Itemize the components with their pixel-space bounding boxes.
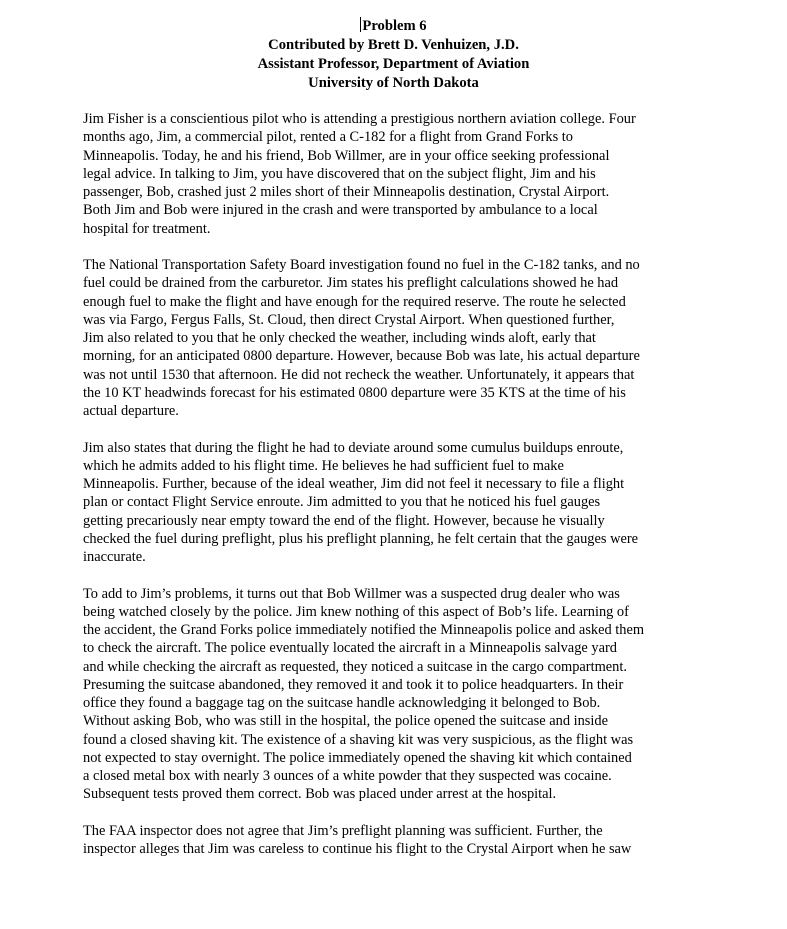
text-line: The National Transportation Safety Board investigation found no fuel in the C-182 tanks, and no <box>83 257 640 273</box>
institution-line: University of North Dakota <box>308 75 479 91</box>
paragraph-4 <box>83 585 708 804</box>
document-header <box>0 17 787 93</box>
text-line: Subsequent tests proved them correct. Bob was placed under arrest at the hospital. <box>83 786 557 803</box>
text-line: hospital for treatment. <box>83 220 211 237</box>
text-line: fuel could be drained from the carburetor. Jim states his preflight calculations showed he had <box>83 275 619 292</box>
text-line: plan or contact Flight Service enroute. Jim admitted to you that he noticed his fuel gauges <box>83 494 601 511</box>
text-line: passenger, Bob, crashed just 2 miles short of their Minneapolis destination, Crystal Airport. <box>83 184 610 200</box>
text-line: office they found a baggage tag on the suitcase handle acknowledging it belonged to Bob. <box>83 695 601 711</box>
contributor-line: Contributed by Brett D. Venhuizen, J.D. <box>268 37 519 53</box>
text-line: Presuming the suitcase abandoned, they removed it and took it to police headquarters. In their <box>83 676 624 693</box>
text-line: The FAA inspector does not agree that Jim’s preflight planning was sufficient. Further, the <box>83 822 603 839</box>
text-line: actual departure. <box>83 403 179 419</box>
text-line: Minneapolis. Today, he and his friend, Bob Willmer, are in your office seeking professional <box>83 147 610 164</box>
text-line: a closed metal box with nearly 3 ounces of a white powder that they suspected was cocaine. <box>83 768 612 784</box>
text-line: getting precariously near empty toward the end of the flight. However, because he visually <box>83 512 605 529</box>
text-line: the 10 KT headwinds forecast for his estimated 0800 departure were 35 KTS at the time of his <box>83 384 626 401</box>
text-line: To add to Jim’s problems, it turns out that Bob Willmer was a suspected drug dealer who was <box>83 585 620 602</box>
paragraph-3 <box>83 439 708 567</box>
text-line: was not until 1530 that afternoon. He did not recheck the weather. Unfortunately, it appears that <box>83 366 635 383</box>
paragraph-5 <box>83 822 708 859</box>
text-line: not expected to stay overnight. The police immediately opened the shaving kit which contained <box>83 749 632 766</box>
text-line: Jim also related to you that he only checked the weather, including winds aloft, early that <box>83 330 596 346</box>
text-line: Jim Fisher is a conscientious pilot who is attending a prestigious northern aviation college. Four <box>83 111 636 127</box>
problem-title-line <box>0 17 787 36</box>
text-line: the accident, the Grand Forks police immediately notified the Minneapolis police and asked them <box>83 622 645 638</box>
text-line: Minneapolis. Further, because of the ideal weather, Jim did not feel it necessary to file a flight <box>83 476 625 492</box>
text-line: being watched closely by the police. Jim knew nothing of this aspect of Bob’s life. Learning of <box>83 603 629 620</box>
text-line: inaccurate. <box>83 549 146 565</box>
text-line: Without asking Bob, who was still in the hospital, the police opened the suitcase and inside <box>83 713 608 730</box>
document-body <box>83 110 708 877</box>
text-line: and while checking the aircraft as requested, they noticed a suitcase in the cargo compartment. <box>83 658 627 675</box>
text-line: to check the aircraft. The police eventually located the aircraft in a Minneapolis salvage yard <box>83 640 617 657</box>
text-line: checked the fuel during preflight, plus his preflight planning, he felt certain that the gauges were <box>83 530 639 547</box>
paragraph-2 <box>83 256 708 420</box>
text-line: Jim also states that during the flight he had to deviate around some cumulus buildups enroute, <box>83 439 624 456</box>
text-line: morning, for an anticipated 0800 departure. However, because Bob was late, his actual departure <box>83 348 640 365</box>
text-line: was via Fargo, Fergus Falls, St. Cloud, then direct Crystal Airport. When questioned further, <box>83 311 615 328</box>
text-line: legal advice. In talking to Jim, you have discovered that on the subject flight, Jim and his <box>83 165 596 182</box>
text-line: Both Jim and Bob were injured in the crash and were transported by ambulance to a local <box>83 202 598 219</box>
text-line: found a closed shaving kit. The existence of a shaving kit was very suspicious, as the flight was <box>83 731 634 748</box>
text-line: which he admits added to his flight time. He believes he had sufficient fuel to make <box>83 457 564 474</box>
text-line: inspector alleges that Jim was careless to continue his flight to the Crystal Airport when he saw <box>83 841 632 857</box>
author-title-line: Assistant Professor, Department of Aviation <box>257 56 530 72</box>
text-line: months ago, Jim, a commercial pilot, rented a C-182 for a flight from Grand Forks to <box>83 129 573 146</box>
problem-title: Problem 6 <box>362 18 427 34</box>
text-line: enough fuel to make the flight and have enough for the required reserve. The route he selected <box>83 293 626 310</box>
paragraph-1 <box>83 110 708 238</box>
